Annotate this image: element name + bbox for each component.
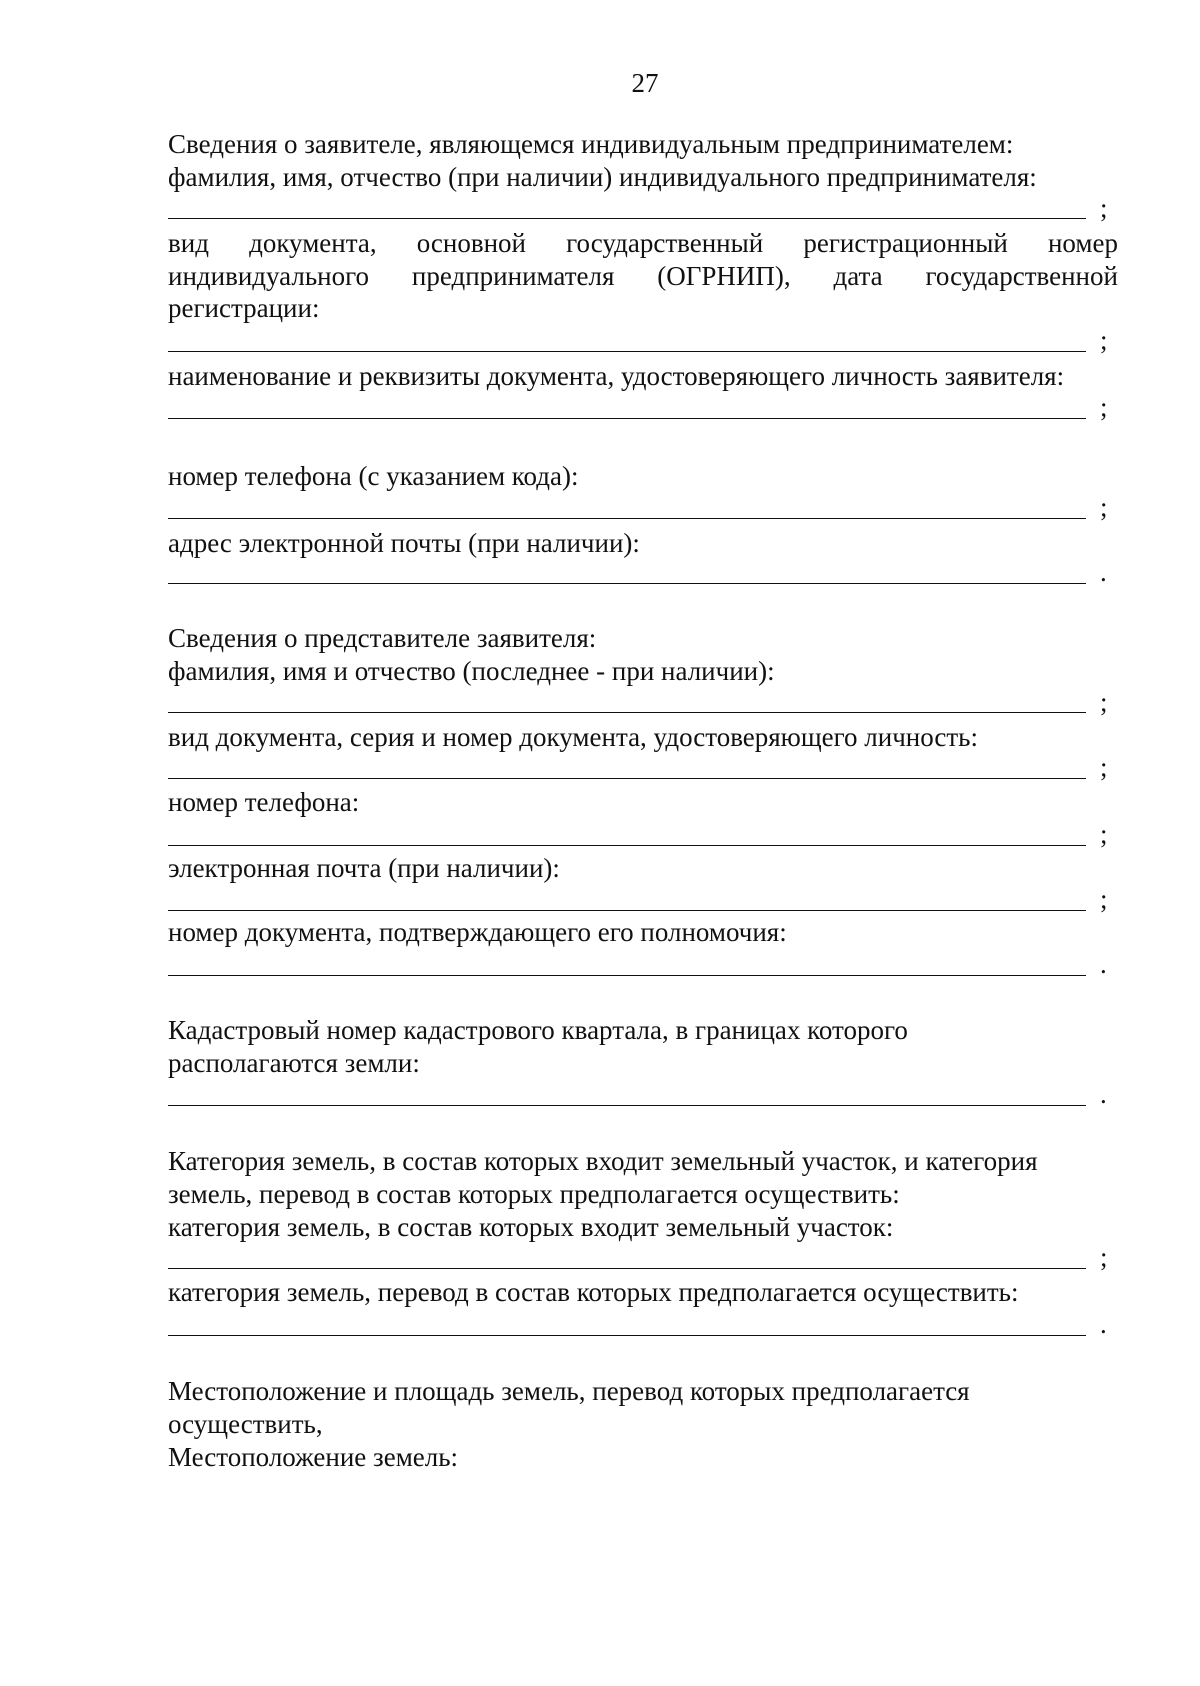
rep-doc-label: вид документа, серия и номер документа, удостоверяющего личность:: [168, 722, 978, 752]
ip-doc-word: основной: [416, 228, 526, 258]
ip-phone-semicolon: ;: [1100, 492, 1108, 522]
rep-doc-semicolon: ;: [1100, 752, 1108, 782]
ip-doc-word: государственный: [566, 228, 764, 258]
rep-fio-line[interactable]: [168, 712, 1086, 713]
ip-doc-word: регистрационный: [803, 228, 1008, 258]
ip-phone-line[interactable]: [168, 518, 1086, 519]
rep-phone-semicolon: ;: [1100, 819, 1108, 849]
rep-fio-label: фамилия, имя и отчество (последнее - при наличии):: [168, 656, 775, 686]
rep-doc-line[interactable]: [168, 778, 1086, 779]
ip-doc-semicolon: ;: [1100, 325, 1108, 355]
category-current-label: категория земель, в состав которых входит земельный участок:: [168, 1212, 894, 1242]
rep-email-line[interactable]: [168, 910, 1086, 911]
rep-email-label: электронная почта (при наличии):: [168, 853, 560, 883]
location-label-line2: осуществить,: [168, 1409, 323, 1439]
rep-email-semicolon: ;: [1100, 884, 1108, 914]
cadastral-label-line2: располагаются земли:: [168, 1048, 420, 1078]
ip-doc-word: номер: [1047, 228, 1118, 258]
ip-doc-word: государственной: [925, 261, 1118, 291]
ip-doc-label-line1: [168, 227, 1118, 259]
ip-phone-label: номер телефона (с указанием кода):: [168, 461, 579, 491]
ip-doc-word: документа,: [249, 228, 377, 258]
cadastral-period: .: [1100, 1079, 1107, 1109]
category-target-period: .: [1100, 1309, 1107, 1339]
ip-doc-line[interactable]: [168, 351, 1086, 352]
category-current-semicolon: ;: [1100, 1242, 1108, 1272]
ip-doc-word: предпринимателя: [411, 261, 615, 291]
location-label-line1: Местоположение и площадь земель, перевод которых предполагается: [168, 1376, 970, 1406]
location-label-line3: Местоположение земель:: [168, 1442, 459, 1472]
category-current-line[interactable]: [168, 1268, 1086, 1269]
rep-fio-semicolon: ;: [1100, 687, 1108, 717]
ip-fio-label: фамилия, имя, отчество (при наличии) индивидуального предпринимателя:: [168, 162, 1037, 192]
rep-authority-period: .: [1100, 949, 1107, 979]
rep-heading: Сведения о представителе заявителя:: [168, 623, 597, 653]
cadastral-line[interactable]: [168, 1105, 1086, 1106]
rep-authority-line[interactable]: [168, 975, 1086, 976]
ip-doc-label-line3: регистрации:: [168, 293, 320, 323]
ip-heading: Сведения о заявителе, являющемся индивидуальным предпринимателем:: [168, 129, 1014, 159]
ip-identity-doc-label: наименование и реквизиты документа, удостоверяющего личность заявителя:: [168, 361, 1065, 391]
category-label-line1: Категория земель, в состав которых входит земельный участок, и категория: [168, 1146, 1038, 1176]
ip-fio-semicolon: ;: [1100, 193, 1108, 223]
ip-email-line[interactable]: [168, 583, 1086, 584]
category-label-line2: земель, перевод в состав которых предполагается осуществить:: [168, 1179, 900, 1209]
ip-email-period: .: [1100, 557, 1107, 587]
ip-doc-word: индивидуального: [168, 261, 370, 291]
ip-doc-word: дата: [833, 261, 883, 291]
rep-authority-label: номер документа, подтверждающего его полномочия:: [168, 917, 787, 947]
ip-email-label: адрес электронной почты (при наличии):: [168, 528, 640, 558]
page-number: 27: [631, 68, 659, 98]
cadastral-label-line1: Кадастровый номер кадастрового квартала, в границах которого: [168, 1015, 908, 1045]
ip-doc-word: (ОГРНИП),: [657, 261, 791, 291]
ip-doc-label-line2: [168, 260, 1118, 292]
ip-fio-line[interactable]: [168, 218, 1086, 219]
category-target-line[interactable]: [168, 1335, 1086, 1336]
rep-phone-label: номер телефона:: [168, 787, 360, 817]
ip-identity-doc-semicolon: ;: [1100, 392, 1108, 422]
ip-doc-word: вид: [168, 228, 209, 258]
category-target-label: категория земель, перевод в состав которых предполагается осуществить:: [168, 1277, 1019, 1307]
ip-identity-doc-line[interactable]: [168, 418, 1086, 419]
rep-phone-line[interactable]: [168, 845, 1086, 846]
